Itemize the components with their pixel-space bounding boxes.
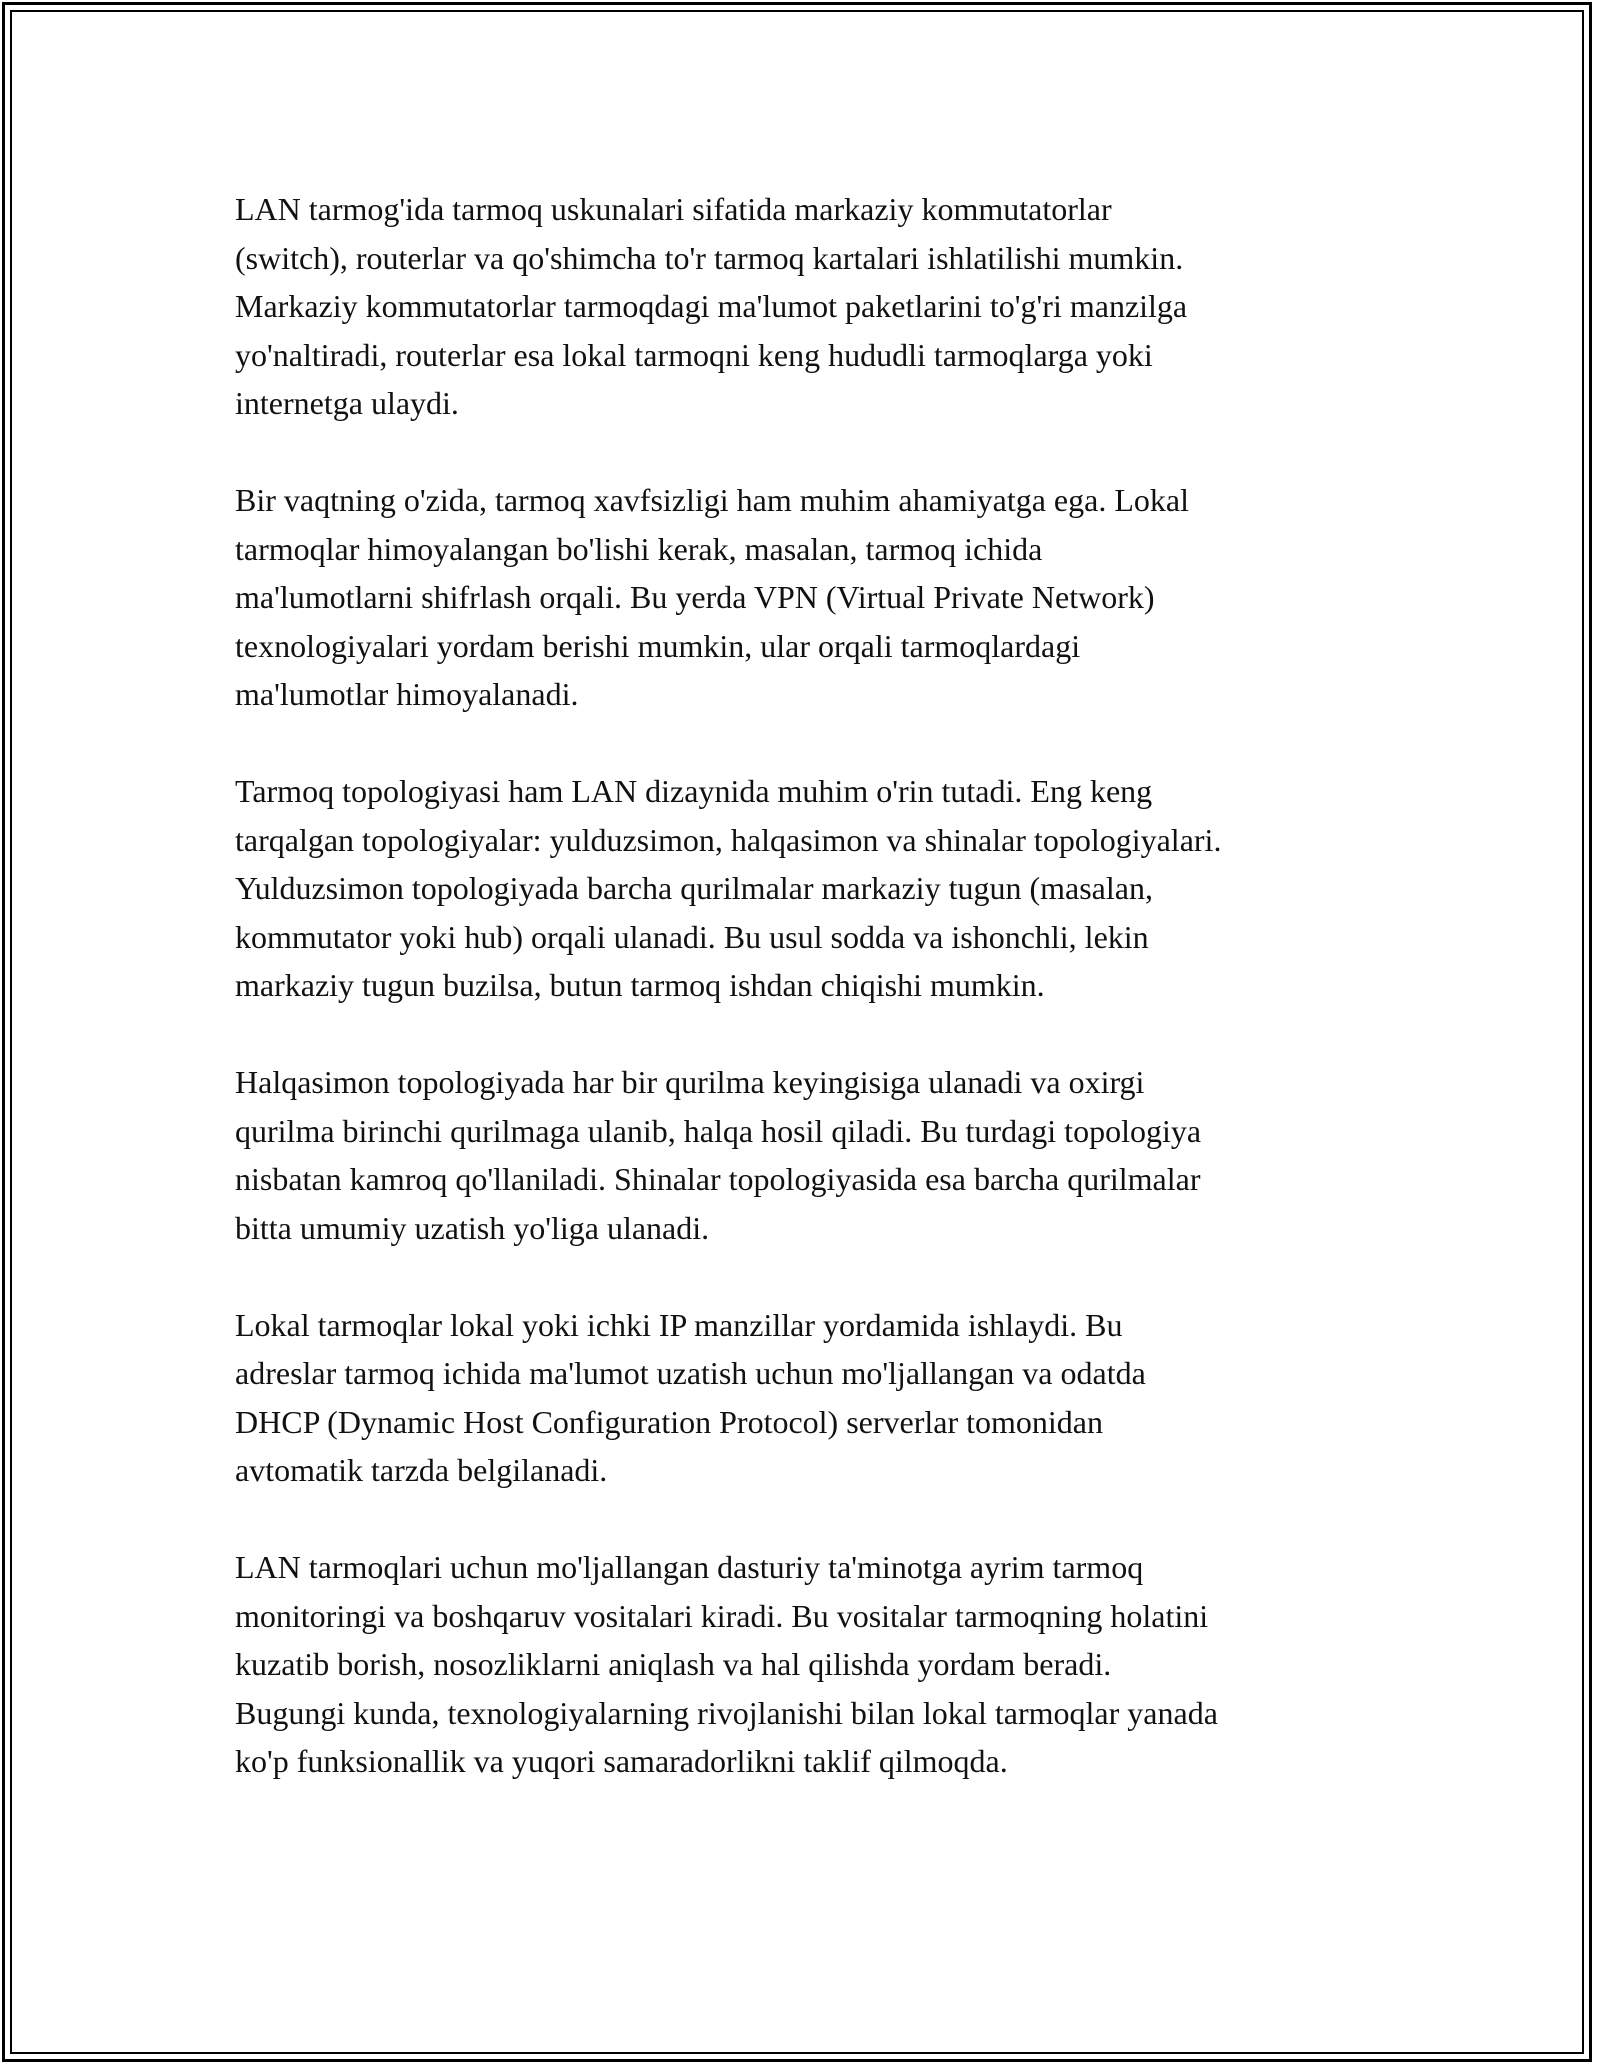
paragraph-network-security: Bir vaqtning o'zida, tarmoq xavfsizligi ham muhim ahamiyatga ega. Lokal tarmoqlar himoyalangan bo'lishi kerak, masalan, tarmoq ichida ma'lumotlarni shifrlash orqali. Bu yerda VPN (Virtual Private Network) texnologiyalari yordam berishi mumkin, ular orqali tarmoqlardagi ma'lumotlar himoyalanadi. (235, 482, 1189, 712)
paragraph-topology: Tarmoq topologiyasi ham LAN dizaynida muhim o'rin tutadi. Eng keng tarqalgan topologiyalar: yulduzsimon, halqasimon va shinalar topologiyalari. Yulduzsimon topologiyada barcha qurilmalar markaziy tugun (masalan, kommutator yoki hub) orqali ulanadi. Bu usul sodda va ishonchli, lekin markaziy tugun buzilsa, butun tarmoq ishdan chiqishi mumkin. (235, 773, 1222, 1003)
paragraph-lan-equipment: LAN tarmog'ida tarmoq uskunalari sifatida markaziy kommutatorlar (switch), routerlar va qo'shimcha to'r tarmoq kartalari ishlatilishi mumkin. Markaziy kommutatorlar tarmoqdagi ma'lumot paketlarini to'g'ri manzilga yo'naltiradi, routerlar esa lokal tarmoqni keng hududli tarmoqlarga yoki internetga ulaydi. (235, 191, 1188, 421)
paragraph-monitoring-software: LAN tarmoqlari uchun mo'ljallangan dasturiy ta'minotga ayrim tarmoq monitoringi va boshqaruv vositalari kiradi. Bu vositalar tarmoqning holatini kuzatib borish, nosozliklarni aniqlash va hal qilishda yordam beradi. Bugungi kunda, texnologiyalarning rivojlanishi bilan lokal tarmoqlar yanada ko'p funksionallik va yuqori samaradorlikni taklif qilmoqda. (235, 1549, 1218, 1779)
paragraph-ip-addressing: Lokal tarmoqlar lokal yoki ichki IP manzillar yordamida ishlaydi. Bu adreslar tarmoq ichida ma'lumot uzatish uchun mo'ljallangan va odatda DHCP (Dynamic Host Configuration Protocol) serverlar tomonidan avtomatik tarzda belgilanadi. (235, 1306, 1146, 1488)
document-body (235, 185, 1405, 1834)
paragraph-ring-bus-topology: Halqasimon topologiyada har bir qurilma keyingisiga ulanadi va oxirgi qurilma birinchi qurilmaga ulanib, halqa hosil qiladi. Bu turdagi topologiya nisbatan kamroq qo'llaniladi. Shinalar topologiyasida esa barcha qurilmalar bitta umumiy uzatish yo'liga ulanadi. (235, 1064, 1202, 1246)
